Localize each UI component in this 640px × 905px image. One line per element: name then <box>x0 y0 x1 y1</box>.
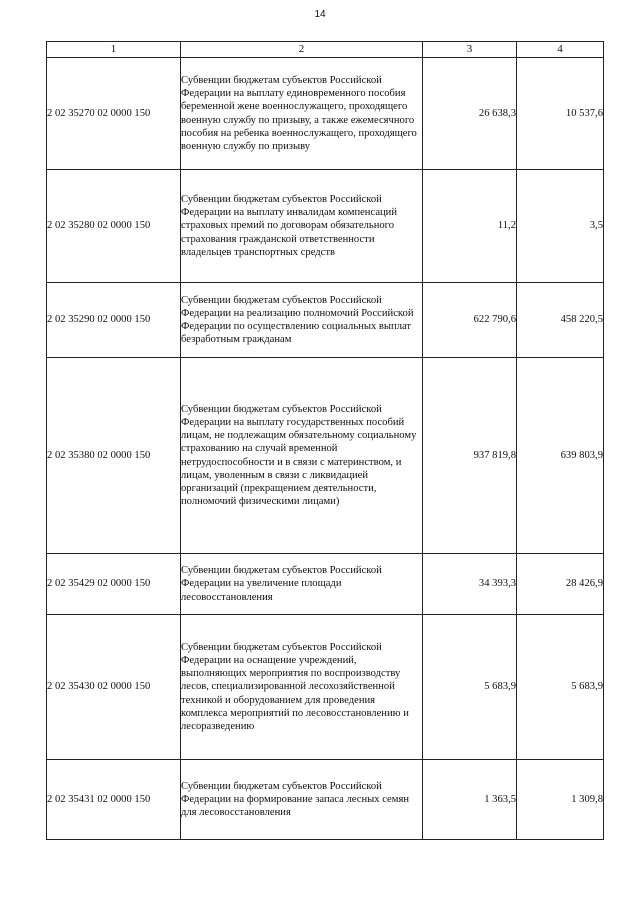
description-cell <box>181 58 423 170</box>
budget-code-cell: 2 02 35431 02 0000 150 <box>47 760 181 840</box>
budget-code-cell: 2 02 35280 02 0000 150 <box>47 170 181 283</box>
col3-value-cell: 937 819,8 <box>423 358 517 554</box>
description-text: Субвенции бюджетам субъектов Российской Федерации на увеличение площади лесовосстановления <box>181 565 382 603</box>
header-col-1: 1 <box>47 42 181 58</box>
description-text: Субвенции бюджетам субъектов Российской Федерации на выплату единовременного пособия беременной жене военнослужащего, проходящего военную службу по призыву, а также ежемесячного пособия на ребенка военнослужащего, проходящего военную службу по призыву <box>181 74 417 152</box>
col4-value-cell: 458 220,5 <box>517 283 604 358</box>
description-text: Субвенции бюджетам субъектов Российской Федерации на реализацию полномочий Российской Федерации по осуществлению социальных выплат безработным гражданам <box>181 294 414 346</box>
col4-value-cell: 10 537,6 <box>517 58 604 170</box>
description-cell <box>181 283 423 358</box>
budget-code-cell: 2 02 35380 02 0000 150 <box>47 358 181 554</box>
col4-value-cell: 28 426,9 <box>517 554 604 615</box>
table-header-row <box>47 42 604 58</box>
description-cell <box>181 170 423 283</box>
description-text: Субвенции бюджетам субъектов Российской Федерации на выплату инвалидам компенсаций страховых премий по договорам обязательного страхования гражданской ответственности владельцев транспортных средств <box>181 193 398 258</box>
description-cell <box>181 358 423 554</box>
table-row <box>47 58 604 170</box>
table-row <box>47 170 604 283</box>
page-number: 14 <box>314 9 326 20</box>
budget-table <box>46 41 604 840</box>
budget-code-cell: 2 02 35290 02 0000 150 <box>47 283 181 358</box>
description-text: Субвенции бюджетам субъектов Российской Федерации на оснащение учреждений, выполняющих мероприятия по воспроизводству лесов, специализированной лесохозяйственной техникой и оборудованием для проведения комплекса мероприятий по лесовосстановлению и лесоразведению <box>181 641 409 732</box>
description-cell <box>181 760 423 840</box>
description-text: Субвенции бюджетам субъектов Российской Федерации на выплату государственных пособий лицам, не подлежащим обязательному социальному страхованию на случай временной нетрудоспособности и в связи с материнством, и лицам, уволенным в связи с ликвидацией организаций (прекращением деятельности, полномочий физическими лицами) <box>181 403 417 508</box>
col3-value-cell: 622 790,6 <box>423 283 517 358</box>
col3-value-cell: 26 638,3 <box>423 58 517 170</box>
budget-code-cell: 2 02 35429 02 0000 150 <box>47 554 181 615</box>
budget-code-cell: 2 02 35430 02 0000 150 <box>47 615 181 760</box>
table-row <box>47 760 604 840</box>
description-cell <box>181 554 423 615</box>
description-cell <box>181 615 423 760</box>
header-col-2: 2 <box>181 42 423 58</box>
col4-value-cell: 639 803,9 <box>517 358 604 554</box>
table-row <box>47 283 604 358</box>
table-row <box>47 554 604 615</box>
col4-value-cell: 1 309,8 <box>517 760 604 840</box>
col3-value-cell: 5 683,9 <box>423 615 517 760</box>
col3-value-cell: 1 363,5 <box>423 760 517 840</box>
col4-value-cell: 3,5 <box>517 170 604 283</box>
col4-value-cell: 5 683,9 <box>517 615 604 760</box>
col3-value-cell: 11,2 <box>423 170 517 283</box>
col3-value-cell: 34 393,3 <box>423 554 517 615</box>
budget-code-cell: 2 02 35270 02 0000 150 <box>47 58 181 170</box>
header-col-3: 3 <box>423 42 517 58</box>
description-text: Субвенции бюджетам субъектов Российской Федерации на формирование запаса лесных семян для лесовосстановления <box>181 780 409 819</box>
header-col-4: 4 <box>517 42 604 58</box>
table-row <box>47 358 604 554</box>
table-row <box>47 615 604 760</box>
